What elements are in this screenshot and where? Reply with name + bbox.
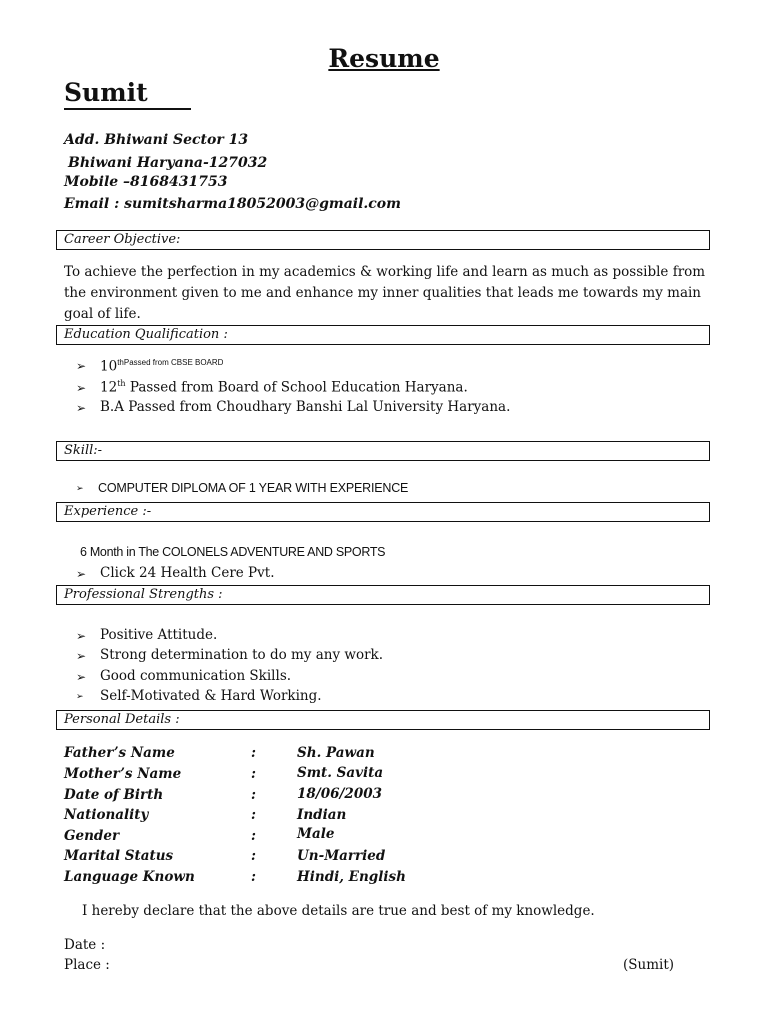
- personal-value: Hindi, English: [297, 869, 406, 885]
- objective-text: To achieve the perfection in my academics & working life and learn as much as possible from the environment given to me and enhance my inner qualities that leads me towards my main goal of life.: [64, 264, 706, 322]
- personal-colon: :: [251, 869, 256, 885]
- arrow-bullet-icon: ➢: [76, 629, 87, 643]
- personal-label: Language Known: [64, 869, 195, 885]
- personal-value: 18/06/2003: [297, 786, 383, 802]
- personal-colon: :: [251, 787, 256, 803]
- personal-label: Gender: [64, 828, 120, 844]
- personal-colon: :: [251, 766, 256, 782]
- strength-item: Good communication Skills.: [100, 668, 292, 684]
- personal-value: Sh. Pawan: [297, 745, 375, 761]
- arrow-bullet-icon: ➢: [76, 381, 87, 395]
- personal-value: Smt. Savita: [297, 765, 384, 781]
- education-item-ba: B.A Passed from Choudhary Banshi Lal University Haryana.: [100, 399, 511, 415]
- arrow-bullet-icon: ➢: [76, 484, 84, 494]
- candidate-name: Sumit: [64, 78, 148, 107]
- personal-colon: :: [251, 745, 256, 761]
- personal-value: Indian: [297, 807, 347, 823]
- education-item-12th: 12th Passed from Board of School Education Haryana.: [100, 379, 468, 396]
- personal-label: Date of Birth: [64, 787, 164, 803]
- address-line-2: Bhiwani Haryana-127032: [68, 155, 268, 171]
- place-label: Place :: [64, 957, 110, 973]
- skill-header: Skill:-: [56, 441, 710, 461]
- arrow-bullet-icon: ➢: [76, 401, 87, 415]
- personal-colon: :: [251, 828, 256, 844]
- address-line-1: Add. Bhiwani Sector 13: [64, 132, 249, 148]
- declaration-text: I hereby declare that the above details are true and best of my knowledge.: [82, 903, 595, 919]
- personal-label: Mother’s Name: [64, 766, 182, 782]
- personal-value: Un-Married: [297, 848, 386, 864]
- date-label: Date :: [64, 937, 106, 953]
- experience-line: 6 Month in The COLONELS ADVENTURE AND SPORTS: [80, 545, 386, 559]
- personal-label: Marital Status: [64, 848, 174, 864]
- signature-name: (Sumit): [623, 957, 675, 973]
- arrow-bullet-icon: ➢: [76, 567, 87, 581]
- personal-value: Male: [297, 826, 335, 842]
- arrow-bullet-icon: ➢: [76, 359, 87, 373]
- strength-item: Positive Attitude.: [100, 627, 218, 643]
- personal-details-header: Personal Details :: [56, 710, 710, 730]
- personal-label: Father’s Name: [64, 745, 175, 761]
- name-underline: [64, 108, 191, 110]
- strength-item: Self-Motivated & Hard Working.: [100, 688, 322, 704]
- personal-label: Nationality: [64, 807, 149, 823]
- experience-header: Experience :-: [56, 502, 710, 522]
- education-header: Education Qualification :: [56, 325, 710, 345]
- strength-item: Strong determination to do my any work.: [100, 647, 383, 663]
- skill-item: COMPUTER DIPLOMA OF 1 YEAR WITH EXPERIENCE: [98, 481, 409, 495]
- arrow-bullet-icon: ➢: [76, 692, 84, 702]
- career-objective-header: Career Objective:: [56, 230, 710, 250]
- education-item-10th: $10^{thPassed from CBSE BOARD}$: [100, 358, 224, 375]
- strengths-header: Professional Strengths :: [56, 585, 710, 605]
- email-address: Email : sumitsharma18052003@gmail.com: [64, 196, 401, 212]
- personal-colon: :: [251, 848, 256, 864]
- mobile-number: Mobile –8168431753: [64, 174, 228, 190]
- resume-title: Resume: [328, 44, 440, 73]
- personal-colon: :: [251, 807, 256, 823]
- arrow-bullet-icon: ➢: [76, 649, 87, 663]
- experience-item: Click 24 Health Cere Pvt.: [100, 565, 275, 581]
- arrow-bullet-icon: ➢: [76, 670, 87, 684]
